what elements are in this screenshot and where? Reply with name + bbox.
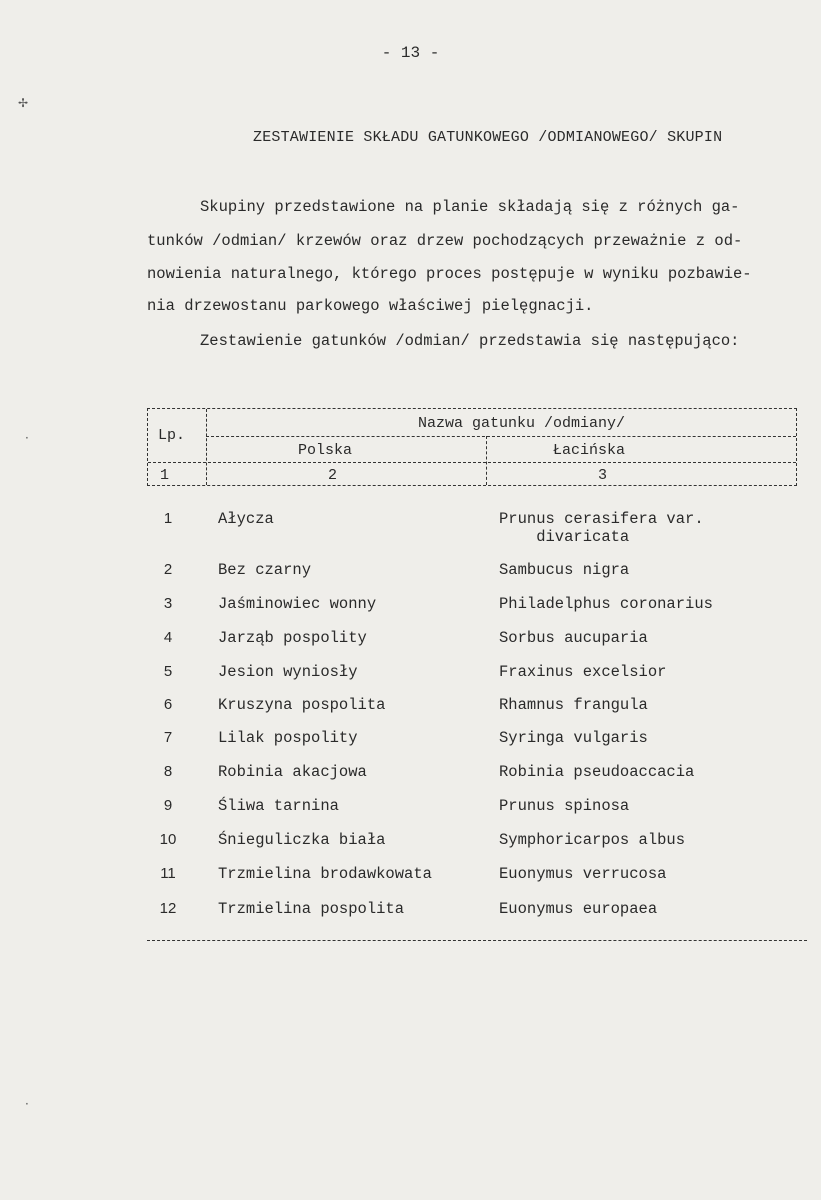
header-column-number: 2 (328, 467, 338, 484)
row-number: 5 (163, 663, 173, 680)
latin-name: Rhamnus frangula (499, 696, 648, 714)
intro-line: tunków /odmian/ krzewów oraz drzew pochodzących przeważnie z od- (147, 232, 743, 250)
row-number: 8 (163, 763, 173, 780)
polish-name: Lilak pospolity (218, 729, 358, 747)
row-number: 11 (160, 865, 176, 882)
polish-name: Kruszyna pospolita (218, 696, 386, 714)
latin-name: Prunus spinosa (499, 797, 630, 815)
row-number: 2 (163, 561, 173, 578)
table-divider (206, 436, 796, 437)
polish-name: Ałycza (218, 510, 274, 528)
polish-name: Bez czarny (218, 561, 312, 579)
row-number: 6 (163, 696, 173, 713)
row-number: 9 (163, 797, 173, 814)
latin-name: Sorbus aucuparia (499, 629, 648, 647)
row-number: 12 (159, 900, 177, 917)
row-number: 3 (163, 595, 173, 612)
row-number: 1 (163, 510, 173, 527)
polish-name: Trzmielina brodawkowata (218, 865, 432, 883)
intro-line: nia drzewostanu parkowego właściwej pielęgnacji. (147, 297, 594, 315)
latin-name: Prunus cerasifera var. divaricata (499, 510, 704, 546)
intro-line: nowienia naturalnego, którego proces postępuje w wyniku pozbawie- (147, 265, 752, 283)
polish-name: Jarząb pospolity (218, 629, 367, 647)
latin-name: Symphoricarpos albus (499, 831, 686, 849)
polish-name: Śnieguliczka biała (218, 831, 386, 849)
latin-name: Robinia pseudoaccacia (499, 763, 695, 781)
table-divider (148, 462, 796, 463)
intro-line: Skupiny przedstawione na planie składają się z różnych ga- (200, 198, 740, 216)
table-header (147, 408, 797, 486)
latin-name: Syringa vulgaris (499, 729, 648, 747)
latin-name: Euonymus europaea (499, 900, 658, 918)
row-number: 10 (159, 831, 177, 848)
row-number: 4 (163, 629, 173, 646)
header-lp: Lp. (158, 427, 186, 444)
polish-name: Trzmielina pospolita (218, 900, 405, 918)
intro-line: Zestawienie gatunków /odmian/ przedstawia się następująco: (200, 332, 740, 350)
latin-name: Fraxinus excelsior (499, 663, 667, 681)
header-column-number: 3 (598, 467, 608, 484)
header-column-number: 1 (160, 467, 170, 484)
header-latin: Łacińska (553, 442, 626, 459)
table-divider (486, 436, 487, 485)
table-divider (206, 409, 207, 485)
header-species-name: Nazwa gatunku /odmiany/ (418, 415, 626, 432)
punch-hole-mark: · (25, 1097, 29, 1111)
document-title: ZESTAWIENIE SKŁADU GATUNKOWEGO /ODMIANOWEGO/ SKUPIN (253, 129, 723, 146)
latin-name: Euonymus verrucosa (499, 865, 667, 883)
latin-name: Sambucus nigra (499, 561, 630, 579)
header-polish: Polska (298, 442, 353, 459)
punch-hole-mark: ✢ (18, 96, 29, 110)
row-number: 7 (163, 729, 173, 746)
punch-hole-mark: · (25, 431, 29, 445)
polish-name: Robinia akacjowa (218, 763, 367, 781)
table-bottom-rule (147, 940, 807, 941)
polish-name: Śliwa tarnina (218, 797, 339, 815)
polish-name: Jaśminowiec wonny (218, 595, 377, 613)
polish-name: Jesion wyniosły (218, 663, 358, 681)
page-number: - 13 - (381, 44, 440, 62)
latin-name: Philadelphus coronarius (499, 595, 713, 613)
